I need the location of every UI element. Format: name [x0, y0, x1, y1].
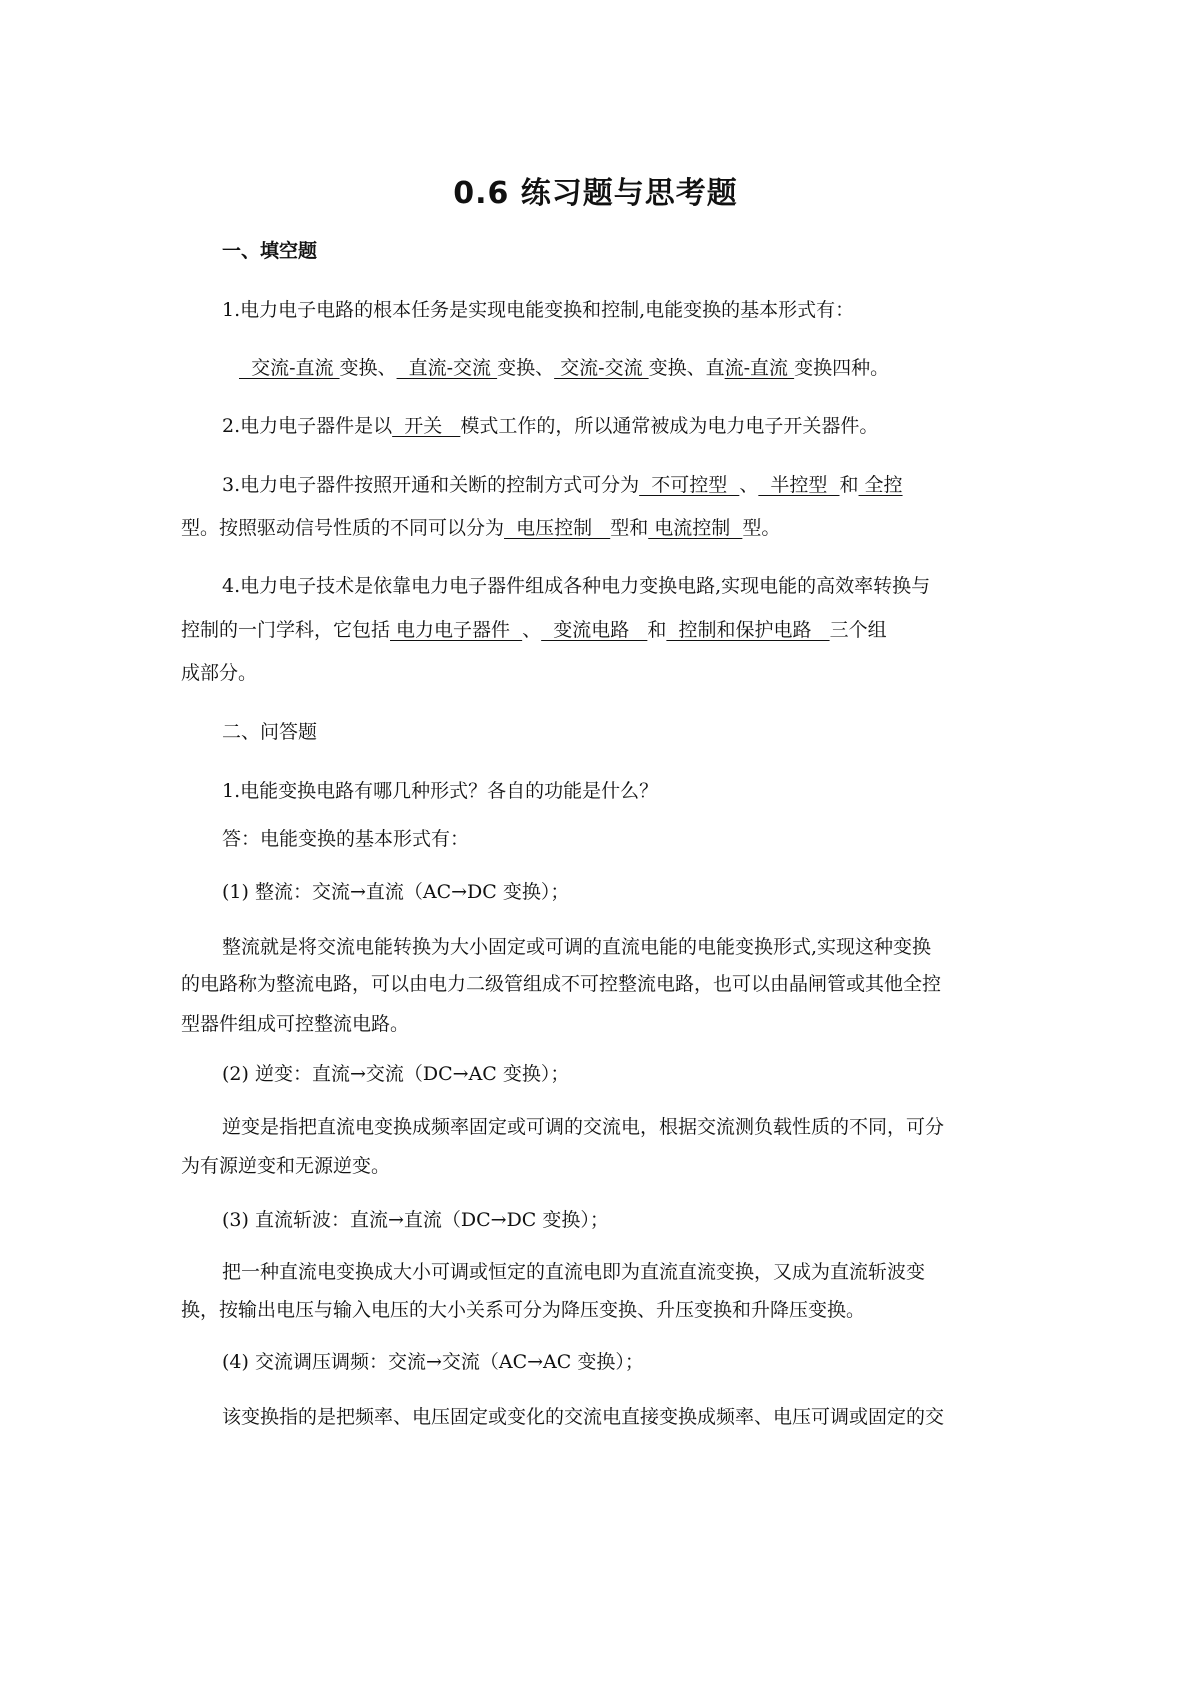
item-1-line-3: 型器件组成可控整流电路。: [181, 1013, 410, 1035]
answer-blank: 电流控制: [648, 517, 743, 539]
item-3-line-1: 把一种直流电变换成大小可调或恒定的直流电即为直流直流变换，又成为直流斩波变: [222, 1261, 926, 1283]
question-2: [222, 413, 1052, 439]
answer-blank: 电压控制: [504, 517, 611, 539]
item-3-label: (3) 直流斩波：直流→直流（DC→DC 变换）；: [222, 1209, 609, 1231]
answer-blank: 全控: [858, 474, 903, 496]
item-2-line-2: 为有源逆变和无源逆变。: [181, 1155, 391, 1177]
answer-blank: 半控型: [758, 474, 840, 496]
answer-sep: 、: [739, 474, 759, 496]
answer-blank: 交流-直流: [239, 357, 340, 379]
answer-sep: 型和: [610, 517, 649, 539]
question-3-pre: 3.电力电子器件按照开通和关断的控制方式可分为: [222, 474, 640, 496]
question-4-line-1: 4.电力电子技术是依靠电力电子器件组成各种电力变换电路,实现电能的高效率转换与: [222, 575, 931, 597]
answer-blank: 变流电路: [541, 619, 648, 641]
answer-sep: 和: [839, 474, 859, 496]
answer-blank: 不可控型: [639, 474, 740, 496]
answer-blank: 开关: [392, 415, 461, 437]
question-2-pre: 2.电力电子器件是以: [222, 415, 393, 437]
question-3-line-1: [222, 472, 1052, 498]
item-2-line-1: 逆变是指把直流电变换成频率固定或可调的交流电，根据交流测负载性质的不同，可分: [222, 1116, 945, 1138]
question-3-line-2: [181, 515, 1011, 541]
question-4-line-2: [181, 617, 1011, 643]
question-1-text: 1.电力电子电路的根本任务是实现电能变换和控制,电能变换的基本形式有：: [222, 299, 855, 321]
item-4-line-1: 该变换指的是把频率、电压固定或变化的交流电直接变换成频率、电压可调或固定的交: [222, 1406, 945, 1428]
question-4-line-3: 成部分。: [181, 662, 258, 684]
qa-question-1: 1.电能变换电路有哪几种形式？各自的功能是什么？: [222, 780, 659, 802]
item-1-label: (1) 整流：交流→直流（AC→DC 变换）；: [222, 881, 570, 903]
section-heading-qa: 二、问答题: [222, 721, 318, 743]
question-2-post: 模式工作的，所以通常被成为电力电子开关器件。: [460, 415, 879, 437]
answer-blank: 直流-交流: [396, 357, 498, 379]
answer-sep: 三个组: [829, 619, 887, 641]
answer-blank: 电力电子器件: [390, 619, 523, 641]
answer-sep: 和: [647, 619, 667, 641]
item-3-line-2: 换，按输出电压与输入电压的大小关系可分为降压变换、升压变换和升降压变换。: [181, 1299, 866, 1321]
answer-sep: 、: [522, 619, 542, 641]
item-4-label: (4) 交流调压调频：交流→交流（AC→AC 变换）；: [222, 1351, 644, 1373]
item-1-line-1: 整流就是将交流电能转换为大小固定或可调的直流电能的电能变换形式,实现这种变换: [222, 936, 932, 958]
answer-intro: 答：电能变换的基本形式有：: [222, 828, 470, 850]
answer-sep: 型。: [742, 517, 781, 539]
answer-blank: 流-直流: [724, 357, 795, 379]
answer-blank: 交流-交流: [554, 357, 649, 379]
question-4-line-2-pre: 控制的一门学科，它包括: [181, 619, 391, 641]
question-1-answers: [239, 355, 1069, 381]
section-heading-fill-blank: 一、填空题: [222, 240, 318, 262]
item-2-label: (2) 逆变：直流→交流（DC→AC 变换）；: [222, 1063, 570, 1085]
page-title: 0.6 练习题与思考题: [453, 176, 738, 211]
question-3-line-2-pre: 型。按照驱动信号性质的不同可以分为: [181, 517, 505, 539]
answer-sep: 变换、: [497, 357, 555, 379]
answer-sep: 变换、: [339, 357, 397, 379]
answer-blank: 控制和保护电路: [666, 619, 830, 641]
item-1-line-2: 的电路称为整流电路，可以由电力二级管组成不可控整流电路，也可以由晶闸管或其他全控: [181, 973, 942, 995]
answer-sep: 变换、直: [648, 357, 725, 379]
answer-sep: 变换四种。: [794, 357, 890, 379]
